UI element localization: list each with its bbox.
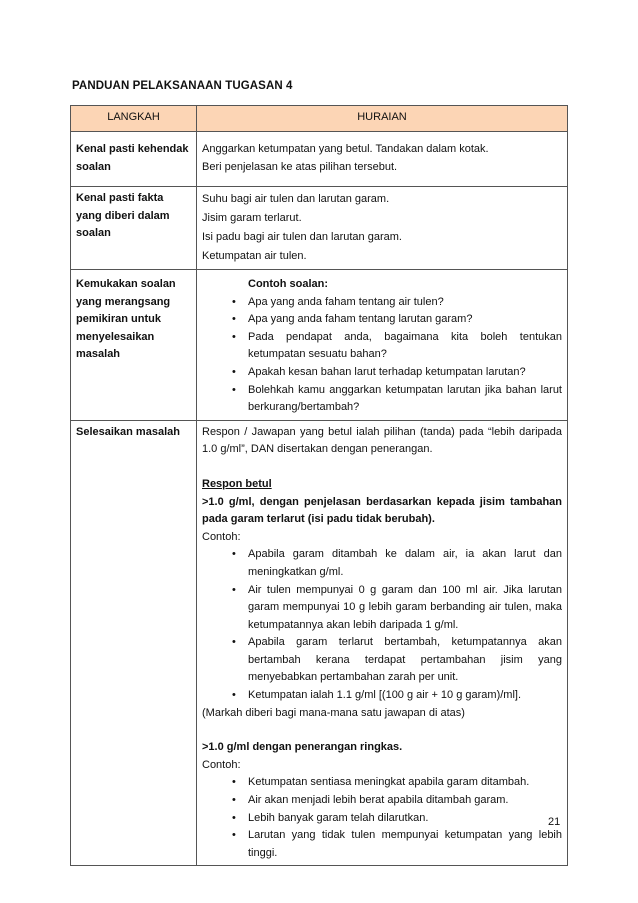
answer-list — [202, 774, 562, 862]
document-title: PANDUAN PELAKSANAAN TUGASAN 4 — [72, 80, 293, 92]
list-item: • Apabila garam ditambah ke dalam air, ia akan larut dan meningkatkan g/ml. — [248, 546, 562, 581]
intro-text: Respon / Jawapan yang betul ialah pilihan (tanda) pada “lebih daripada 1.0 g/ml”, DAN disertakan dengan penerangan. — [202, 425, 562, 456]
respon-betul-statement: >1.0 g/ml, dengan penjelasan berdasarkan kepada jisim tambahan pada garam terlarut (isi padu tidak berubah). — [202, 495, 562, 526]
step-cell: Selesaikan masalah — [71, 420, 197, 866]
desc-line: Suhu bagi air tulen dan larutan garam. — [202, 193, 390, 205]
guide-table — [70, 105, 568, 866]
list-item: • Air tulen mempunyai 0 g garam dan 100 ml air. Jika larutan garam mempunyai 10 g lebih garam berbanding air tulen, maka ketumpatannya akan lebih daripada 1 g/ml. — [248, 582, 562, 635]
list-item: • Apa yang anda faham tentang air tulen? — [248, 294, 562, 312]
respon-betul-title: Respon betul — [202, 477, 272, 490]
respon-ringkas-statement: >1.0 g/ml dengan penerangan ringkas. — [202, 741, 403, 754]
table-row — [71, 270, 568, 421]
list-item: • Apa yang anda faham tentang larutan garam? — [248, 311, 562, 329]
list-item: • Apakah kesan bahan larut terhadap ketumpatan larutan? — [248, 364, 562, 382]
contoh-label: Contoh: — [202, 530, 241, 543]
list-item: • Bolehkah kamu anggarkan ketumpatan larutan jika bahan larut berkurang/bertambah? — [248, 382, 562, 417]
list-item: • Larutan yang tidak tulen mempunyai ketumpatan yang lebih tinggi. — [248, 827, 562, 862]
table-row — [71, 420, 568, 866]
question-list — [202, 294, 562, 417]
table-row — [71, 187, 568, 270]
desc-line: Beri penjelasan ke atas pilihan tersebut. — [202, 160, 398, 173]
desc-line: Isi padu bagi air tulen dan larutan garam. — [202, 231, 402, 243]
desc-line: Anggarkan ketumpatan yang betul. Tandakan dalam kotak. — [202, 143, 489, 155]
header-langkah: LANGKAH — [71, 106, 197, 132]
description-cell — [197, 187, 568, 270]
header-huraian: HURAIAN — [197, 106, 568, 132]
step-cell: Kenal pasti kehendak soalan — [71, 132, 197, 187]
list-item: • Air akan menjadi lebih berat apabila ditambah garam. — [248, 792, 562, 810]
answer-list — [202, 546, 562, 704]
contoh-soalan-heading: Contoh soalan: — [248, 278, 329, 290]
table-header-row — [71, 106, 568, 132]
table-row — [71, 132, 568, 187]
description-cell — [197, 270, 568, 421]
list-item: • Lebih banyak garam telah dilarutkan. — [248, 810, 562, 828]
page-number: 21 — [548, 816, 561, 828]
list-item: • Pada pendapat anda, bagaimana kita boleh tentukan ketumpatan sesuatu bahan? — [248, 329, 562, 364]
contoh-label: Contoh: — [202, 758, 241, 771]
description-cell — [197, 132, 568, 187]
list-item: • Ketumpatan ialah 1.1 g/ml [(100 g air + 10 g garam)/ml]. — [248, 687, 562, 705]
list-item: • Ketumpatan sentiasa meningkat apabila garam ditambah. — [248, 774, 562, 792]
step-cell: Kenal pasti fakta yang diberi dalam soalan — [71, 187, 197, 270]
desc-line: Ketumpatan air tulen. — [202, 250, 307, 262]
step-cell: Kemukakan soalan yang merangsang pemikiran untuk menyelesaikan masalah — [71, 270, 197, 421]
desc-line: Jisim garam terlarut. — [202, 212, 302, 224]
list-item: • Apabila garam terlarut bertambah, ketumpatannya akan bertambah kerana terdapat pertambahan jisim yang menyebabkan pertambahan zarah per unit. — [248, 634, 562, 687]
markah-note: (Markah diberi bagi mana-mana satu jawapan di atas) — [202, 706, 465, 719]
description-cell — [197, 420, 568, 866]
